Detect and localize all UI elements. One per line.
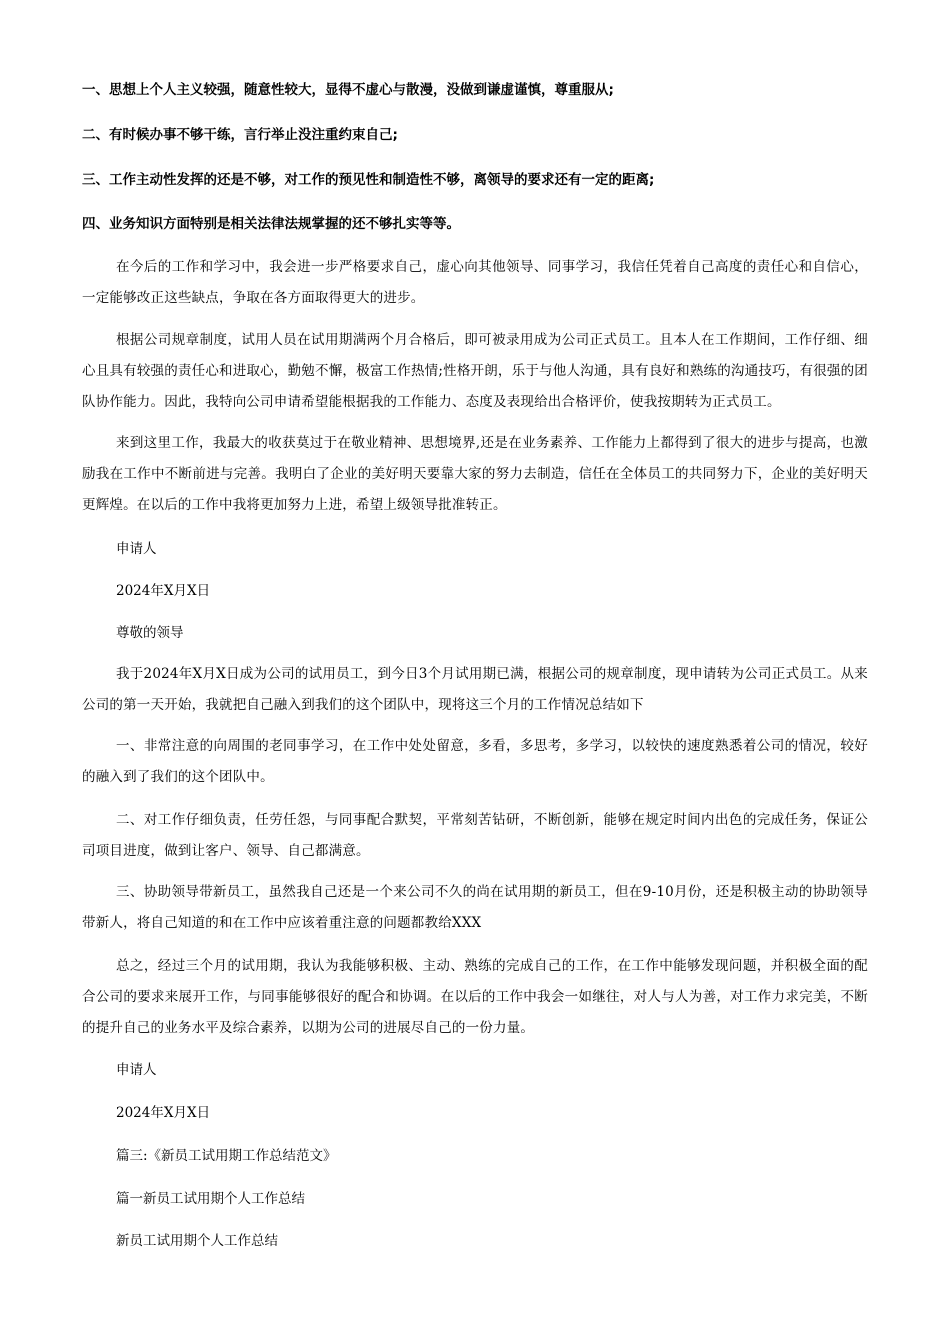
letter-summary: 总之，经过三个月的试用期，我认为我能够积极、主动、熟练的完成自己的工作，在工作中能够发现问题，并积极全面的配合公司的要求来展开工作，与同事能够很好的配合和协调。在以后的工作中我会一如继往，对人与人为善，对工作力求完美，不断的提升自己的业务水平及综合素养，以期为公司的进展尽自己的一份力量。: [82, 958, 868, 1036]
letter-item-3: 三、协助领导带新员工，虽然我自己还是一个来公司不久的尚在试用期的新员工，但在9-10月份，还是积极主动的协助领导带新人，将自己知道的和在工作中应该着重注意的问题都教给XXX: [82, 884, 868, 931]
date-1: 2024年X月X日: [116, 583, 211, 599]
date-2: 2024年X月X日: [116, 1105, 211, 1121]
point-4: 四、业务知识方面特别是相关法律法规掌握的还不够扎实等等。: [82, 216, 460, 232]
applicant-label-1: 申请人: [116, 541, 157, 557]
letter-intro: 我于2024年X月X日成为公司的试用员工，到今日3个月试用期已满，根据公司的规章制度，现申请转为公司正式员工。从来公司的第一天开始，我就把自己融入到我们的这个团队中，现将这三个月的工作情况总结如下: [82, 666, 868, 713]
point-3: 三、工作主动性发挥的还是不够，对工作的预见性和制造性不够，离领导的要求还有一定的距离;: [82, 172, 655, 188]
paragraph-regulation: 根据公司规章制度，试用人员在试用期满两个月合格后，即可被录用成为公司正式员工。且本人在工作期间，工作仔细、细心且具有较强的责任心和进取心，勤勉不懈，极富工作热情;性格开朗，乐于与他人沟通，具有良好和熟练的沟通技巧，有很强的团队协作能力。因此，我特向公司申请希望能根据我的工作能力、态度及表现给出合格评价，使我按期转为正式员工。: [82, 332, 868, 410]
letter-item-2: 二、对工作仔细负责，任劳任怨，与同事配合默契，平常刻苦钻研，不断创新，能够在规定时间内出色的完成任务，保证公司项目进度，做到让客户、领导、自己都满意。: [82, 812, 868, 859]
salutation: 尊敬的领导: [116, 625, 184, 641]
paragraph-gains: 来到这里工作，我最大的收获莫过于在敬业精神、思想境界,还是在业务素养、工作能力上都得到了很大的进步与提高，也激励我在工作中不断前进与完善。我明白了企业的美好明天要靠大家的努力去制造，信任在全体员工的共同努力下，企业的美好明天更辉煌。在以后的工作中我将更加努力上进，希望上级领导批准转正。: [82, 435, 868, 513]
section-title: 篇三:《新员工试用期工作总结范文》: [116, 1148, 337, 1164]
letter-item-1: 一、非常注意的向周围的老同事学习，在工作中处处留意，多看，多思考，多学习，以较快的速度熟悉着公司的情况，较好的融入到了我们的这个团队中。: [82, 738, 868, 785]
point-2: 二、有时候办事不够干练，言行举止没注重约束自己;: [82, 127, 398, 143]
subtitle-1: 篇一新员工试用期个人工作总结: [116, 1191, 305, 1207]
subtitle-2: 新员工试用期个人工作总结: [116, 1233, 278, 1249]
point-1: 一、思想上个人主义较强，随意性较大，显得不虚心与散漫，没做到谦虚谨慎，尊重服从;: [82, 82, 614, 98]
paragraph-improvement: 在今后的工作和学习中，我会进一步严格要求自己，虚心向其他领导、同事学习，我信任凭着自己高度的责任心和自信心，一定能够改正这些缺点，争取在各方面取得更大的进步。: [82, 259, 868, 306]
applicant-label-2: 申请人: [116, 1062, 157, 1078]
